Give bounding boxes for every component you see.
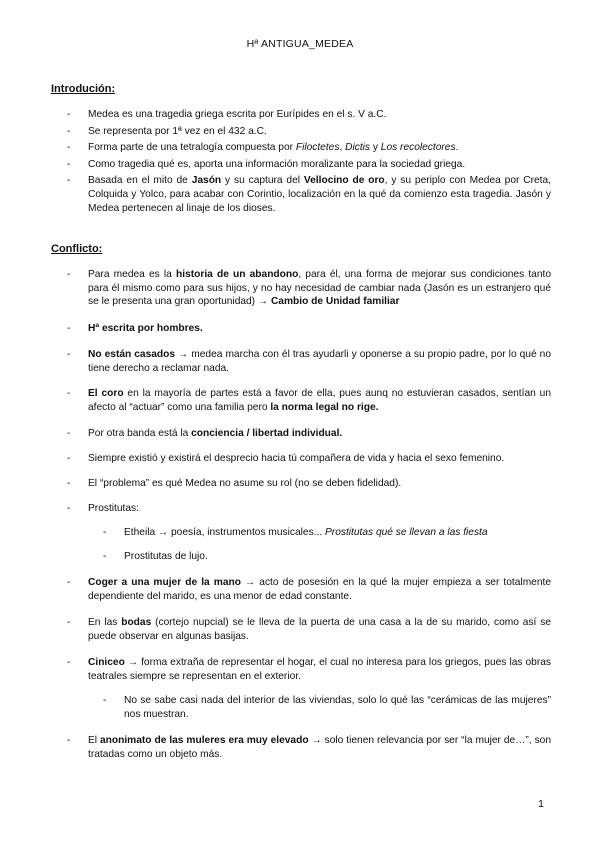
- conflict-list-12: [51, 734, 551, 761]
- list-item: - Se representa por 1ª vez en el 432 a.C.: [67, 125, 267, 137]
- list-item: - En las bodas (cortejo nupcial) se le lleva de la puerta de una casa a la de su marido, como así se puede observar en algunas basijas.: [67, 617, 551, 642]
- conflict-list-8: [51, 502, 551, 516]
- section-title-intro: Introdución:: [51, 83, 116, 95]
- conflict-list-1: [51, 268, 551, 309]
- list-item: - Coger a una mujer de la mano → acto de posesión en la qué la mujer empieza a ser totalmente dependiente del marido, es una menor de edad constante.: [67, 577, 552, 602]
- list-item: - El coro en la mayoría de partes está a favor de ella, pues aunq no estuvieran casados, sentían un afecto al “actuar” como una familia pero la norma legal no rige.: [67, 388, 551, 413]
- list-item: - Medea es una tragedia griega escrita por Eurípides en el s. V a.C.: [67, 109, 387, 120]
- conflict-list-11: [51, 656, 551, 683]
- conflict-list-6: [51, 452, 551, 466]
- conflict-list-10: [51, 616, 551, 643]
- list-item: - Siempre existió y existirá el desprecio hacia tú compañera de vida y hacia el sexo femenino.: [67, 453, 505, 464]
- sub-list-item: - Prostitutas de lujo.: [103, 551, 208, 562]
- list-item: - Basada en el mito de Jasón y su captura del Vellocino de oro, y su periplo con Medea por Creta, Colquida y Yolco, para acabar con Corintio, localización en la qué da comienzo esta tragedia. Jasón y Medea pertenecen al linaje de los dioses.: [67, 175, 551, 214]
- conflict-list-4: [51, 387, 551, 414]
- sub-list-item: - Etheila → poesía, instrumentos musicales... Prostitutas qué se llevan a las fiesta: [103, 527, 488, 538]
- list-item: - No están casados → medea marcha con él tras ayudarli y oponerse a su propio padre, por lo qué no tiene derecho a reclamar nada.: [67, 349, 551, 374]
- conflict-list-3: [51, 348, 551, 375]
- list-item: - Como tragedia qué es, aporta una información moralizante para la sociedad griega.: [67, 158, 466, 170]
- conflict-list-9: [51, 576, 551, 603]
- sub-list-item: - No se sabe casi nada del interior de las viviendas, solo lo qué las “cerámicas de las mujeres” nos muestran.: [103, 695, 551, 720]
- list-item: - Por otra banda está la conciencia / libertad individual.: [67, 428, 343, 439]
- list-item: - El “problema” es qué Medea no asume su rol (no se deben fidelidad).: [67, 478, 402, 489]
- section-title-conflict: Conflicto:: [51, 243, 103, 255]
- list-item: - Forma parte de una tetralogía compuesta por Filoctetes, Dictis y Los recolectores.: [67, 142, 459, 154]
- page-number: 1: [538, 798, 544, 810]
- list-item: - Ciniceo → forma extraña de representar el hogar, el cual no interesa para los griegos, pues las obras teatrales siempre se representan en el exterior.: [67, 657, 551, 682]
- conflict-list-5: [51, 427, 551, 441]
- intro-list: [51, 108, 551, 218]
- conflict-list-7: [51, 477, 551, 491]
- conflict-sublist-prostitutes-2: [51, 550, 551, 564]
- list-item: - Prostitutas:: [67, 503, 139, 514]
- conflict-sublist-houses: [51, 694, 551, 721]
- conflict-list-2: [51, 322, 551, 336]
- conflict-sublist-prostitutes: [51, 526, 551, 540]
- list-item: - Hª escrita por hombres.: [67, 323, 203, 334]
- list-item: - Para medea es la historia de un abandono, para él, una forma de mejorar sus condiciones tanto para él mismo como para sus hijos, y no hay necesidad de cambiar nada (Jasón es un estranjero qué se le presenta una gran oportunidad) → Cambio de Unidad familiar: [67, 269, 551, 308]
- list-item: - El anonimato de las muleres era muy elevado → solo tienen relevancia por ser “la mujer de…”, son tratadas como un objeto más.: [67, 735, 552, 760]
- document-header: Hª ANTIGUA_MEDEA: [246, 38, 354, 50]
